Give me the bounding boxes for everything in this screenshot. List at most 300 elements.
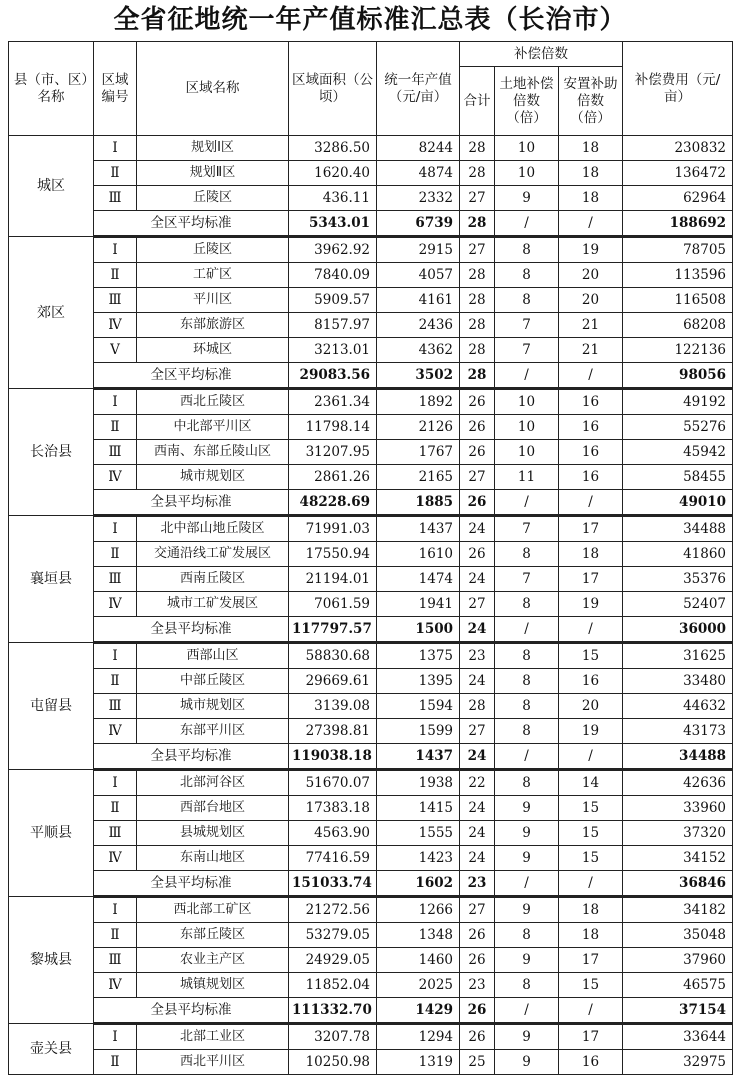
zone-area: 11798.14 xyxy=(289,415,377,440)
average-row xyxy=(9,490,733,516)
annual-output: 1599 xyxy=(377,719,460,744)
zone-number: Ⅳ xyxy=(94,846,137,871)
land-multiplier: 8 xyxy=(495,643,559,669)
zone-name: 东南山地区 xyxy=(137,846,289,871)
multiplier-total: 25 xyxy=(460,1050,495,1075)
resettle-multiplier: 15 xyxy=(559,643,623,669)
zone-area: 3207.78 xyxy=(289,1024,377,1050)
multiplier-total: 28 xyxy=(460,338,495,363)
annual-output: 1375 xyxy=(377,643,460,669)
land-multiplier: 7 xyxy=(495,313,559,338)
land-multiplier: 10 xyxy=(495,161,559,186)
land-multiplier: 10 xyxy=(495,415,559,440)
land-multiplier: 11 xyxy=(495,465,559,490)
average-row xyxy=(9,871,733,897)
average-label: 全县平均标准 xyxy=(94,490,289,516)
zone-name: 西北部工矿区 xyxy=(137,897,289,923)
average-land: / xyxy=(495,363,559,389)
resettle-multiplier: 20 xyxy=(559,263,623,288)
multiplier-total: 26 xyxy=(460,1024,495,1050)
average-resettle: / xyxy=(559,617,623,643)
multiplier-total: 24 xyxy=(460,516,495,542)
zone-number: Ⅰ xyxy=(94,136,137,161)
zone-area: 436.11 xyxy=(289,186,377,211)
average-land: / xyxy=(495,617,559,643)
compensation-fee: 35376 xyxy=(623,567,733,592)
zone-area: 10250.98 xyxy=(289,1050,377,1075)
multiplier-total: 23 xyxy=(460,643,495,669)
annual-output: 1460 xyxy=(377,948,460,973)
header-multiplier: 补偿倍数 xyxy=(460,42,623,67)
table-row xyxy=(9,796,733,821)
zone-name: 北部工业区 xyxy=(137,1024,289,1050)
compensation-fee: 113596 xyxy=(623,263,733,288)
zone-area: 3139.08 xyxy=(289,694,377,719)
zone-area: 2861.26 xyxy=(289,465,377,490)
zone-area: 51670.07 xyxy=(289,770,377,796)
zone-area: 53279.05 xyxy=(289,923,377,948)
compensation-fee: 33480 xyxy=(623,669,733,694)
zone-area: 3213.01 xyxy=(289,338,377,363)
zone-number: Ⅱ xyxy=(94,161,137,186)
average-label: 全区平均标准 xyxy=(94,211,289,237)
compensation-fee: 62964 xyxy=(623,186,733,211)
zone-number: Ⅳ xyxy=(94,973,137,998)
compensation-fee: 46575 xyxy=(623,973,733,998)
resettle-multiplier: 18 xyxy=(559,161,623,186)
zone-number: Ⅰ xyxy=(94,1024,137,1050)
multiplier-total: 27 xyxy=(460,237,495,263)
zone-number: Ⅰ xyxy=(94,237,137,263)
header-land: 土地补偿倍数（倍） xyxy=(495,67,559,136)
zone-number: Ⅱ xyxy=(94,263,137,288)
multiplier-total: 26 xyxy=(460,389,495,415)
resettle-multiplier: 17 xyxy=(559,948,623,973)
average-resettle: / xyxy=(559,998,623,1024)
multiplier-total: 27 xyxy=(460,592,495,617)
multiplier-total: 24 xyxy=(460,669,495,694)
county-name: 壶关县 xyxy=(9,1024,94,1075)
average-area: 117797.57 xyxy=(289,617,377,643)
zone-number: Ⅳ xyxy=(94,592,137,617)
county-name: 襄垣县 xyxy=(9,516,94,643)
table-row xyxy=(9,770,733,796)
average-land: / xyxy=(495,211,559,237)
average-fee: 37154 xyxy=(623,998,733,1024)
average-total: 26 xyxy=(460,998,495,1024)
zone-number: Ⅲ xyxy=(94,186,137,211)
annual-output: 1594 xyxy=(377,694,460,719)
average-output: 1885 xyxy=(377,490,460,516)
table-row xyxy=(9,897,733,923)
average-fee: 49010 xyxy=(623,490,733,516)
multiplier-total: 26 xyxy=(460,542,495,567)
zone-number: Ⅰ xyxy=(94,897,137,923)
multiplier-total: 28 xyxy=(460,136,495,161)
zone-area: 5909.57 xyxy=(289,288,377,313)
compensation-fee: 52407 xyxy=(623,592,733,617)
compensation-fee: 44632 xyxy=(623,694,733,719)
zone-number: Ⅰ xyxy=(94,643,137,669)
resettle-multiplier: 16 xyxy=(559,465,623,490)
table-row xyxy=(9,846,733,871)
annual-output: 2436 xyxy=(377,313,460,338)
compensation-fee: 41860 xyxy=(623,542,733,567)
table-row xyxy=(9,136,733,161)
zone-name: 西部台地区 xyxy=(137,796,289,821)
zone-area: 8157.97 xyxy=(289,313,377,338)
average-fee: 34488 xyxy=(623,744,733,770)
zone-number: Ⅲ xyxy=(94,948,137,973)
compensation-fee: 58455 xyxy=(623,465,733,490)
annual-output: 2126 xyxy=(377,415,460,440)
land-multiplier: 7 xyxy=(495,567,559,592)
resettle-multiplier: 21 xyxy=(559,313,623,338)
average-resettle: / xyxy=(559,490,623,516)
resettle-multiplier: 16 xyxy=(559,389,623,415)
annual-output: 1474 xyxy=(377,567,460,592)
average-row xyxy=(9,363,733,389)
annual-output: 4057 xyxy=(377,263,460,288)
compensation-fee: 37320 xyxy=(623,821,733,846)
zone-name: 西北丘陵区 xyxy=(137,389,289,415)
average-output: 1429 xyxy=(377,998,460,1024)
land-multiplier: 9 xyxy=(495,1024,559,1050)
zone-area: 17550.94 xyxy=(289,542,377,567)
average-label: 全县平均标准 xyxy=(94,744,289,770)
land-multiplier: 7 xyxy=(495,516,559,542)
header-output: 统一年产值（元/亩） xyxy=(377,42,460,136)
annual-output: 4161 xyxy=(377,288,460,313)
header-total: 合计 xyxy=(460,67,495,136)
annual-output: 2332 xyxy=(377,186,460,211)
compensation-fee: 42636 xyxy=(623,770,733,796)
compensation-table xyxy=(8,41,733,1075)
zone-number: Ⅲ xyxy=(94,288,137,313)
land-multiplier: 9 xyxy=(495,796,559,821)
county-name: 平顺县 xyxy=(9,770,94,897)
annual-output: 8244 xyxy=(377,136,460,161)
zone-name: 北部河谷区 xyxy=(137,770,289,796)
header-zone-name: 区域名称 xyxy=(137,42,289,136)
zone-name: 规划Ⅱ区 xyxy=(137,161,289,186)
average-area: 29083.56 xyxy=(289,363,377,389)
average-area: 5343.01 xyxy=(289,211,377,237)
compensation-fee: 32975 xyxy=(623,1050,733,1075)
annual-output: 4362 xyxy=(377,338,460,363)
resettle-multiplier: 21 xyxy=(559,338,623,363)
table-row xyxy=(9,567,733,592)
zone-number: Ⅱ xyxy=(94,669,137,694)
annual-output: 1610 xyxy=(377,542,460,567)
zone-number: Ⅱ xyxy=(94,415,137,440)
average-row xyxy=(9,211,733,237)
zone-name: 东部旅游区 xyxy=(137,313,289,338)
average-label: 全区平均标准 xyxy=(94,363,289,389)
zone-area: 11852.04 xyxy=(289,973,377,998)
header-resettle: 安置补助倍数（倍） xyxy=(559,67,623,136)
county-name: 黎城县 xyxy=(9,897,94,1024)
land-multiplier: 9 xyxy=(495,846,559,871)
average-output: 1437 xyxy=(377,744,460,770)
page-title: 全省征地统一年产值标准汇总表（长治市） xyxy=(113,5,627,35)
zone-name: 西南丘陵区 xyxy=(137,567,289,592)
multiplier-total: 26 xyxy=(460,415,495,440)
zone-area: 21272.56 xyxy=(289,897,377,923)
zone-number: Ⅰ xyxy=(94,516,137,542)
zone-area: 31207.95 xyxy=(289,440,377,465)
resettle-multiplier: 17 xyxy=(559,567,623,592)
zone-number: Ⅲ xyxy=(94,440,137,465)
zone-area: 3962.92 xyxy=(289,237,377,263)
compensation-fee: 136472 xyxy=(623,161,733,186)
zone-number: Ⅳ xyxy=(94,313,137,338)
zone-area: 7061.59 xyxy=(289,592,377,617)
resettle-multiplier: 16 xyxy=(559,1050,623,1075)
zone-number: Ⅱ xyxy=(94,1050,137,1075)
table-row xyxy=(9,1024,733,1050)
zone-area: 2361.34 xyxy=(289,389,377,415)
resettle-multiplier: 15 xyxy=(559,846,623,871)
multiplier-total: 24 xyxy=(460,846,495,871)
land-multiplier: 10 xyxy=(495,389,559,415)
zone-area: 7840.09 xyxy=(289,263,377,288)
annual-output: 2025 xyxy=(377,973,460,998)
resettle-multiplier: 18 xyxy=(559,186,623,211)
resettle-multiplier: 18 xyxy=(559,897,623,923)
land-multiplier: 8 xyxy=(495,237,559,263)
zone-name: 县城规划区 xyxy=(137,821,289,846)
multiplier-total: 22 xyxy=(460,770,495,796)
land-multiplier: 9 xyxy=(495,897,559,923)
average-row xyxy=(9,998,733,1024)
zone-area: 58830.68 xyxy=(289,643,377,669)
table-row xyxy=(9,440,733,465)
table-row xyxy=(9,389,733,415)
multiplier-total: 28 xyxy=(460,263,495,288)
resettle-multiplier: 14 xyxy=(559,770,623,796)
average-output: 1500 xyxy=(377,617,460,643)
land-multiplier: 8 xyxy=(495,669,559,694)
average-resettle: / xyxy=(559,211,623,237)
average-fee: 36846 xyxy=(623,871,733,897)
multiplier-total: 26 xyxy=(460,440,495,465)
table-row xyxy=(9,719,733,744)
compensation-fee: 35048 xyxy=(623,923,733,948)
average-total: 26 xyxy=(460,490,495,516)
resettle-multiplier: 19 xyxy=(559,719,623,744)
table-row xyxy=(9,694,733,719)
land-multiplier: 8 xyxy=(495,923,559,948)
average-total: 24 xyxy=(460,617,495,643)
county-name: 城区 xyxy=(9,136,94,237)
land-multiplier: 7 xyxy=(495,338,559,363)
land-multiplier: 10 xyxy=(495,136,559,161)
annual-output: 4874 xyxy=(377,161,460,186)
annual-output: 1555 xyxy=(377,821,460,846)
average-land: / xyxy=(495,744,559,770)
annual-output: 1892 xyxy=(377,389,460,415)
annual-output: 1767 xyxy=(377,440,460,465)
zone-name: 交通沿线工矿发展区 xyxy=(137,542,289,567)
average-land: / xyxy=(495,871,559,897)
multiplier-total: 26 xyxy=(460,923,495,948)
zone-area: 27398.81 xyxy=(289,719,377,744)
table-row xyxy=(9,288,733,313)
zone-area: 24929.05 xyxy=(289,948,377,973)
table-row xyxy=(9,821,733,846)
compensation-fee: 31625 xyxy=(623,643,733,669)
zone-name: 平川区 xyxy=(137,288,289,313)
multiplier-total: 28 xyxy=(460,288,495,313)
annual-output: 1319 xyxy=(377,1050,460,1075)
table-row xyxy=(9,237,733,263)
compensation-fee: 43173 xyxy=(623,719,733,744)
compensation-fee: 116508 xyxy=(623,288,733,313)
resettle-multiplier: 15 xyxy=(559,821,623,846)
average-total: 28 xyxy=(460,211,495,237)
zone-name: 中北部平川区 xyxy=(137,415,289,440)
zone-number: Ⅰ xyxy=(94,389,137,415)
average-fee: 188692 xyxy=(623,211,733,237)
average-land: / xyxy=(495,490,559,516)
land-multiplier: 8 xyxy=(495,694,559,719)
compensation-fee: 55276 xyxy=(623,415,733,440)
multiplier-total: 27 xyxy=(460,719,495,744)
annual-output: 1423 xyxy=(377,846,460,871)
average-total: 24 xyxy=(460,744,495,770)
compensation-fee: 45942 xyxy=(623,440,733,465)
resettle-multiplier: 19 xyxy=(559,237,623,263)
table-row xyxy=(9,973,733,998)
resettle-multiplier: 18 xyxy=(559,542,623,567)
table-row xyxy=(9,465,733,490)
zone-name: 丘陵区 xyxy=(137,237,289,263)
land-multiplier: 8 xyxy=(495,973,559,998)
zone-name: 西部山区 xyxy=(137,643,289,669)
zone-number: Ⅱ xyxy=(94,796,137,821)
table-row xyxy=(9,542,733,567)
zone-number: Ⅲ xyxy=(94,567,137,592)
average-resettle: / xyxy=(559,363,623,389)
table-row xyxy=(9,415,733,440)
average-resettle: / xyxy=(559,744,623,770)
multiplier-total: 24 xyxy=(460,821,495,846)
annual-output: 1938 xyxy=(377,770,460,796)
zone-name: 西南、东部丘陵山区 xyxy=(137,440,289,465)
table-row xyxy=(9,313,733,338)
compensation-fee: 49192 xyxy=(623,389,733,415)
zone-name: 北中部山地丘陵区 xyxy=(137,516,289,542)
zone-name: 工矿区 xyxy=(137,263,289,288)
land-multiplier: 8 xyxy=(495,542,559,567)
annual-output: 1266 xyxy=(377,897,460,923)
zone-number: Ⅳ xyxy=(94,465,137,490)
average-area: 48228.69 xyxy=(289,490,377,516)
average-output: 3502 xyxy=(377,363,460,389)
multiplier-total: 27 xyxy=(460,186,495,211)
zone-name: 城市工矿发展区 xyxy=(137,592,289,617)
zone-name: 农业主产区 xyxy=(137,948,289,973)
table-row xyxy=(9,263,733,288)
table-row xyxy=(9,516,733,542)
header-fee: 补偿费用（元/亩） xyxy=(623,42,733,136)
average-label: 全县平均标准 xyxy=(94,998,289,1024)
land-multiplier: 9 xyxy=(495,186,559,211)
resettle-multiplier: 16 xyxy=(559,669,623,694)
table-row xyxy=(9,592,733,617)
resettle-multiplier: 15 xyxy=(559,796,623,821)
table-row xyxy=(9,1050,733,1075)
land-multiplier: 8 xyxy=(495,719,559,744)
multiplier-total: 26 xyxy=(460,948,495,973)
zone-name: 东部平川区 xyxy=(137,719,289,744)
zone-name: 环城区 xyxy=(137,338,289,363)
table-row xyxy=(9,161,733,186)
annual-output: 1395 xyxy=(377,669,460,694)
land-multiplier: 8 xyxy=(495,592,559,617)
zone-name: 东部丘陵区 xyxy=(137,923,289,948)
average-label: 全县平均标准 xyxy=(94,617,289,643)
zone-name: 丘陵区 xyxy=(137,186,289,211)
table-row xyxy=(9,948,733,973)
table-body xyxy=(9,136,733,1075)
multiplier-total: 28 xyxy=(460,694,495,719)
annual-output: 2915 xyxy=(377,237,460,263)
compensation-fee: 34152 xyxy=(623,846,733,871)
county-name: 郊区 xyxy=(9,237,94,389)
table-header xyxy=(9,42,733,136)
annual-output: 1437 xyxy=(377,516,460,542)
land-multiplier: 10 xyxy=(495,440,559,465)
zone-number: Ⅱ xyxy=(94,542,137,567)
compensation-fee: 37960 xyxy=(623,948,733,973)
table-row xyxy=(9,186,733,211)
compensation-fee: 33644 xyxy=(623,1024,733,1050)
average-total: 23 xyxy=(460,871,495,897)
average-area: 151033.74 xyxy=(289,871,377,897)
zone-area: 77416.59 xyxy=(289,846,377,871)
compensation-fee: 34488 xyxy=(623,516,733,542)
compensation-fee: 78705 xyxy=(623,237,733,263)
county-name: 长治县 xyxy=(9,389,94,516)
multiplier-total: 23 xyxy=(460,973,495,998)
zone-name: 中部丘陵区 xyxy=(137,669,289,694)
land-multiplier: 8 xyxy=(495,288,559,313)
zone-number: Ⅰ xyxy=(94,770,137,796)
resettle-multiplier: 15 xyxy=(559,973,623,998)
compensation-fee: 230832 xyxy=(623,136,733,161)
resettle-multiplier: 17 xyxy=(559,1024,623,1050)
zone-name: 城市规划区 xyxy=(137,694,289,719)
average-area: 111332.70 xyxy=(289,998,377,1024)
average-fee: 98056 xyxy=(623,363,733,389)
average-resettle: / xyxy=(559,871,623,897)
average-row xyxy=(9,744,733,770)
resettle-multiplier: 17 xyxy=(559,516,623,542)
zone-name: 规划Ⅰ区 xyxy=(137,136,289,161)
land-multiplier: 8 xyxy=(495,263,559,288)
zone-area: 71991.03 xyxy=(289,516,377,542)
resettle-multiplier: 18 xyxy=(559,136,623,161)
zone-number: Ⅱ xyxy=(94,923,137,948)
land-multiplier: 9 xyxy=(495,948,559,973)
multiplier-total: 28 xyxy=(460,313,495,338)
resettle-multiplier: 19 xyxy=(559,592,623,617)
multiplier-total: 27 xyxy=(460,897,495,923)
annual-output: 1348 xyxy=(377,923,460,948)
average-row xyxy=(9,617,733,643)
